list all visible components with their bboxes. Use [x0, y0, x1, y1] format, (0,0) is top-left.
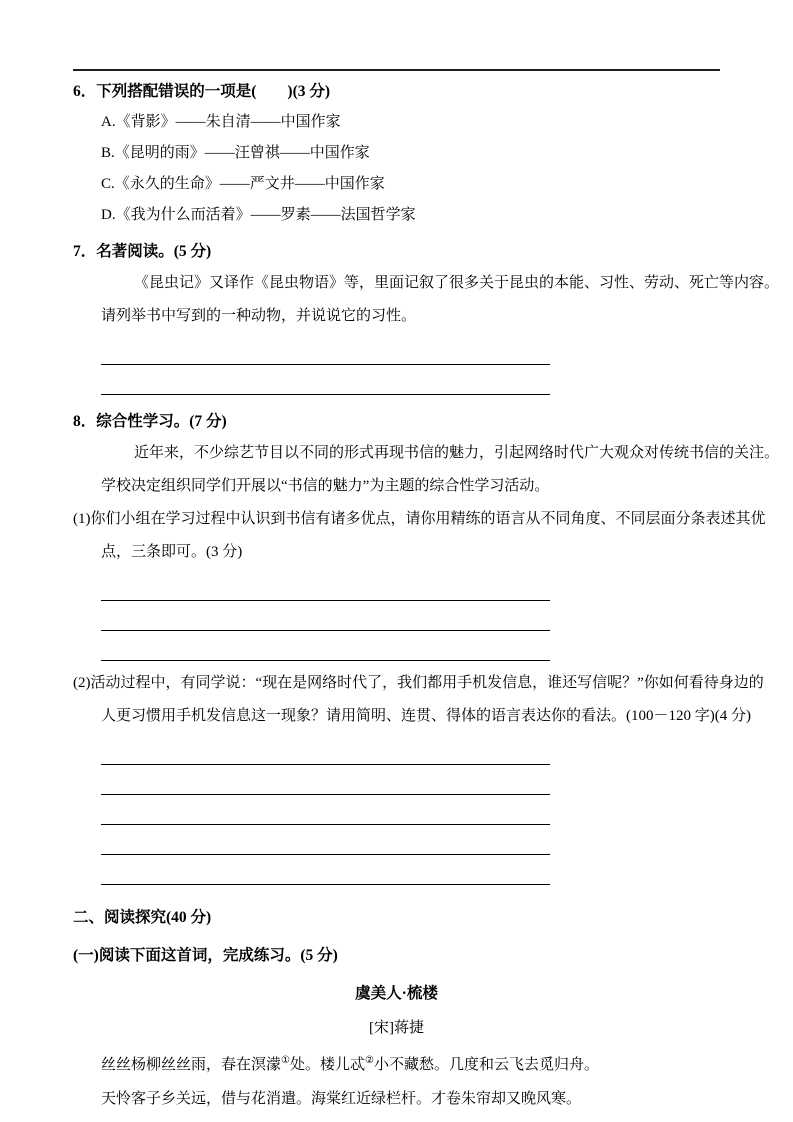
question-7-body-line-2: 请列举书中写到的一种动物，并说说它的习性。 [101, 308, 417, 324]
annotation-ref-2: ② [365, 1055, 374, 1066]
poem [73, 979, 720, 1115]
answer-line [101, 571, 550, 601]
question-8-sub1-line-1: (1)你们小组在学习过程中认识到书信有诸多优点，请你用精练的语言从不同角度、不同层面分条表述其优 [73, 511, 766, 527]
question-7-body-line-1: 《昆虫记》又译作《昆虫物语》等，里面记叙了很多关于昆虫的本能、习性、劳动、死亡等内容。 [134, 275, 780, 291]
question-7 [73, 237, 780, 401]
answer-line [101, 855, 550, 885]
question-6-option-a: A.《背影》——朱自清——中国作家 [101, 114, 341, 130]
question-8-sub2-line-1: (2)活动过程中，有同学说：“现在是网络时代了，我们都用手机发信息，谁还写信呢？”你如何看待身边的 [73, 675, 764, 691]
question-8-sub2-answer-area [73, 733, 720, 891]
answer-line [101, 795, 550, 825]
question-8-title: 8．综合性学习。(7 分) [73, 413, 227, 430]
answer-line [101, 335, 550, 365]
question-7-answer-area [73, 333, 720, 401]
poem-line-2: 天怜客子乡关远，借与花消遣。海棠红近绿栏杆。才卷朱帘却又晚风寒。 [101, 1091, 582, 1107]
answer-line [101, 631, 550, 661]
question-8-sub2-line-2: 人更习惯用手机发信息这一现象？请用简明、连贯、得体的语言表达你的看法。(100－120 字)(4 分) [101, 708, 751, 724]
section-2-title: 二、阅读探究(40 分) [73, 909, 212, 926]
poem-title: 虞美人·梳楼 [355, 985, 438, 1002]
question-8 [73, 407, 780, 891]
question-8-intro-line-2: 学校决定组织同学们开展以“书信的魅力”为主题的综合性学习活动。 [101, 478, 550, 494]
question-8-sub1-line-2: 点，三条即可。(3 分) [101, 544, 243, 560]
question-6-option-c: C.《永久的生命》——严文井——中国作家 [101, 176, 385, 192]
question-6-option-b: B.《昆明的雨》——汪曾祺——中国作家 [101, 145, 370, 161]
section-2-part-1-title: (一)阅读下面这首词，完成练习。(5 分) [73, 947, 338, 964]
header-rule [73, 69, 720, 71]
answer-line [101, 765, 550, 795]
poem-line-1-text-a: 丝丝杨柳丝丝雨，春在溟濛 [101, 1057, 282, 1073]
question-7-title: 7．名著阅读。(5 分) [73, 243, 212, 260]
question-6 [73, 77, 720, 231]
answer-line [101, 365, 550, 395]
poem-line-1-text-c: 小不藏愁。几度和云飞去觅归舟。 [373, 1057, 599, 1073]
poem-line-1 [101, 1049, 720, 1081]
poem-line-1-text-b: 处。楼儿忒 [289, 1057, 365, 1073]
answer-line [101, 735, 550, 765]
question-6-title: 6．下列搭配错误的一项是( )(3 分) [73, 83, 331, 100]
poem-author: [宋]蒋捷 [369, 1020, 424, 1036]
answer-line [101, 601, 550, 631]
answer-line [101, 825, 550, 855]
annotation-ref-1: ① [281, 1055, 290, 1066]
question-6-option-d: D.《我为什么而活着》——罗素——法国哲学家 [101, 207, 416, 223]
question-8-sub1-answer-area [73, 569, 720, 667]
question-8-intro-line-1: 近年来，不少综艺节目以不同的形式再现书信的魅力，引起网络时代广大观众对传统书信的关注。 [134, 445, 780, 461]
section-2-reading [73, 903, 720, 1115]
